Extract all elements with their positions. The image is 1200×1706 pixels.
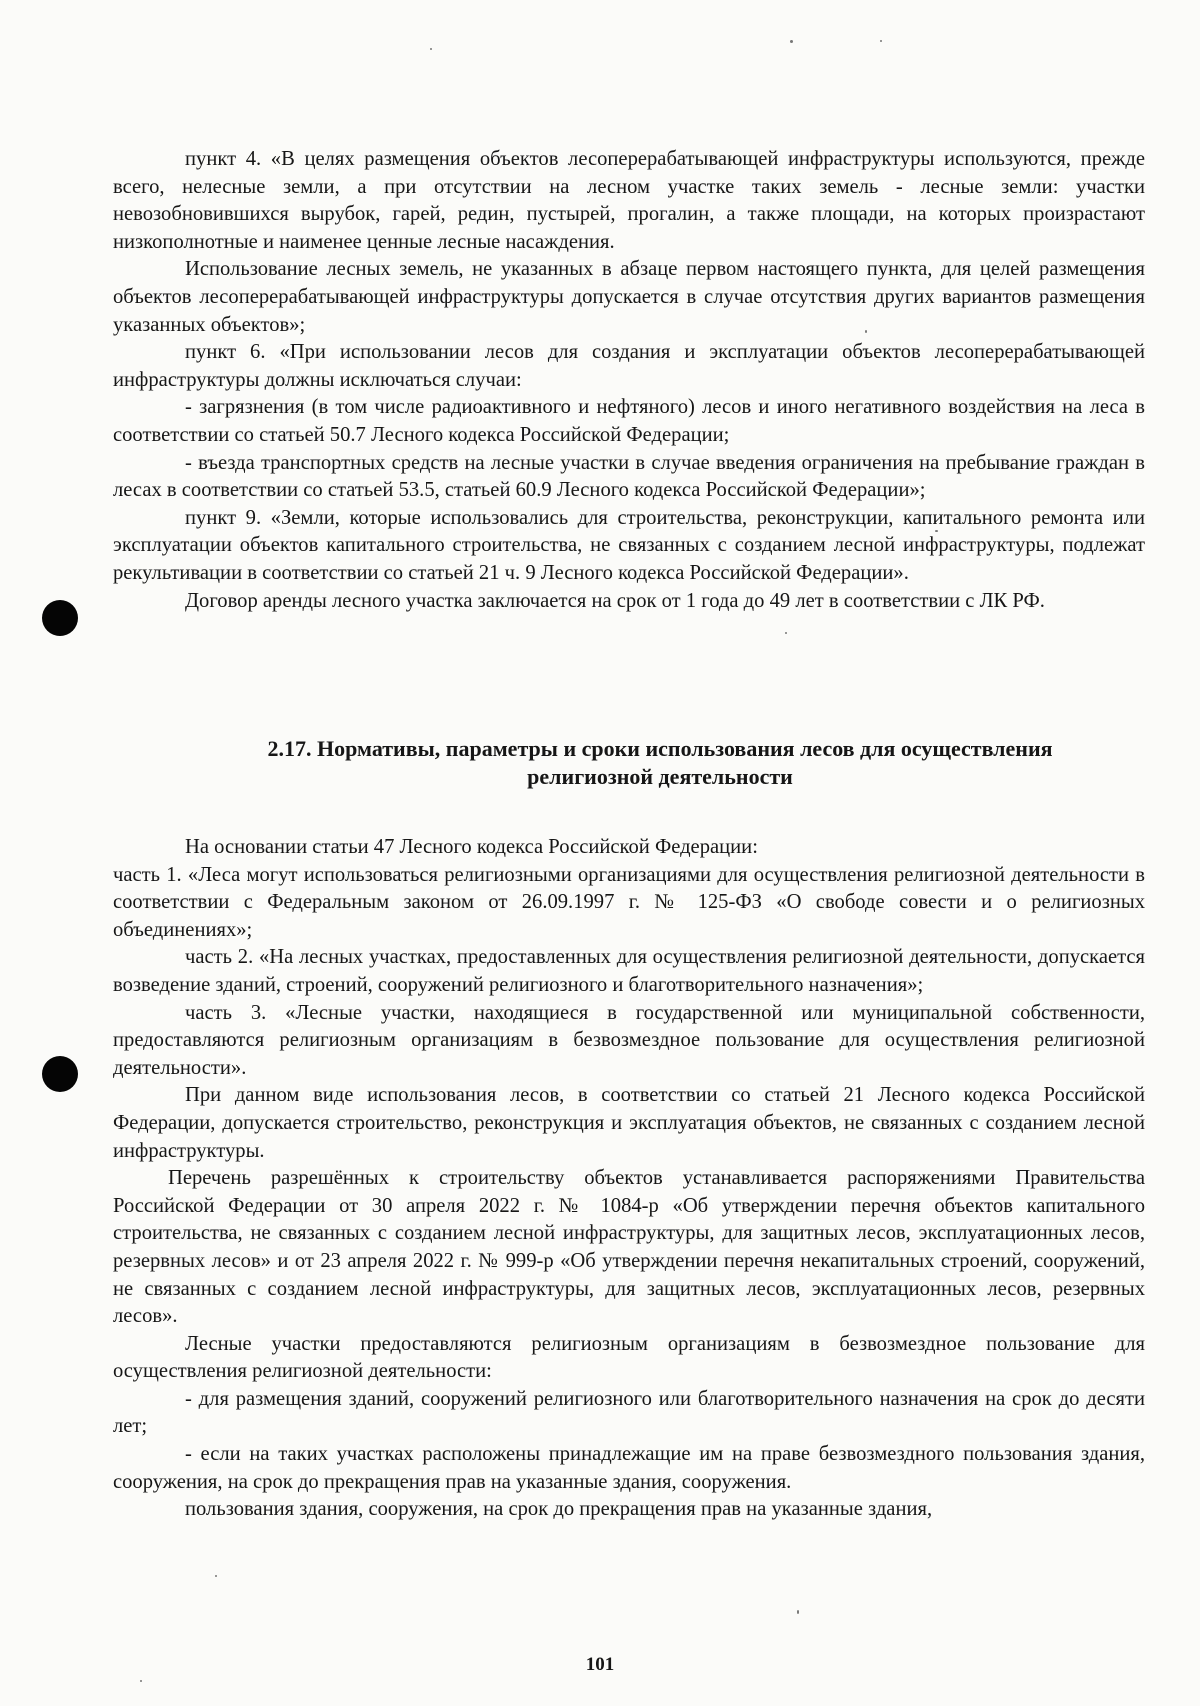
section-forest-processing-infrastructure [113, 146, 1145, 615]
paragraph-article-47: На основании статьи 47 Лесного кодекса Российской Федерации: [185, 836, 758, 858]
list-item-vehicle-entry: - въезда транспортных средств на лесные участки в случае введения ограничения на пребывание граждан в лесах в соответствии со статьей 53.5, статьей 60.9 Лесного кодекса Российской Федерации»; [113, 451, 1145, 502]
scan-speck [797, 1610, 799, 1614]
scan-speck [785, 632, 787, 634]
paragraph-point-6: пункт 6. «При использовании лесов для создания и эксплуатации объектов лесоперерабатывающей инфраструктуры должны исключаться случаи: [113, 341, 1145, 391]
paragraph-part-2: часть 2. «На лесных участках, предоставленных для осуществления религиозной деятельности, допускается возведение зданий, строений, сооружений религиозного и благотворительного назначения»; [113, 946, 1145, 996]
paragraph-article-21: При данном виде использования лесов, в соответствии со статьей 21 Лесного кодекса Российской Федерации, допускается строительство, реконструкция и эксплуатация объектов, не связанных с созданием лесной инфраструктуры. [113, 1084, 1145, 1162]
paragraph-repeated-fragment: пользования здания, сооружения, на срок до прекращения прав на указанные здания, [185, 1498, 933, 1521]
paragraph-forest-land-use: Использование лесных земель, не указанных в абзаце первом настоящего пункта, для целей размещения объектов лесоперерабатывающей инфраструктуры допускается в случае отсутствия других вариантов размещения указанных объектов»; [113, 258, 1145, 336]
paragraph-part-3: часть 3. «Лесные участки, находящиеся в государственной или муниципальной собственности, предоставляются религиозным организациям в безвозмездное пользование для осуществления религиозной деятельности». [113, 1001, 1145, 1079]
section-heading [160, 735, 1160, 791]
punch-hole-mark [42, 600, 78, 636]
scan-speck [215, 1575, 217, 1577]
punch-hole-mark [42, 1056, 78, 1092]
paragraph-free-use: Лесные участки предоставляются религиозным организациям в безвозмездное пользование для осуществления религиозной деятельности: [113, 1332, 1145, 1383]
paragraph-point-9: пункт 9. «Земли, которые использовались для строительства, реконструкции, капитального ремонта или эксплуатации объектов капитального строительства, не связанных с созданием лесной инфраструктуры, подлежат рекультивации в соответствии со статьей 21 ч. 9 Лесного кодекса Российской Федерации». [113, 506, 1145, 584]
scan-speck [880, 40, 882, 42]
scan-speck [935, 530, 938, 532]
scan-speck [430, 48, 432, 50]
list-item-ten-years: - для размещения зданий, сооружений религиозного или благотворительного назначения на срок до десяти лет; [113, 1387, 1145, 1438]
heading-line-2: религиозной деятельности [527, 764, 793, 789]
paragraph-lease-term: Договор аренды лесного участка заключается на срок от 1 года до 49 лет в соответствии с ЛК РФ. [185, 589, 1045, 612]
paragraph-point-4: пункт 4. «В целях размещения объектов лесоперерабатывающей инфраструктуры используются, прежде всего, нелесные земли, а при отсутствии на лесном участке таких земель - лесные земли: участки невозобновившихся вырубок, гарей, редин, пустырей, прогалин, а также площади, на которых произрастают низкополнотные и наименее ценные лесные насаждения. [113, 148, 1145, 253]
scan-speck [865, 330, 867, 333]
list-item-pollution: - загрязнения (в том числе радиоактивного и нефтяного) лесов и иного негативного воздействия на леса в соответствии со статьей 50.7 Лесного кодекса Российской Федерации; [113, 396, 1145, 446]
section-religious-activity [113, 834, 1145, 1524]
paragraph-permitted-objects: Перечень разрешённых к строительству объектов устанавливается распоряжениями Правительства Российской Федерации от 30 апреля 2022 г. № 1084-р «Об утверждении перечня объектов капитального строительства, не связанных с созданием лесной инфраструктуры, для защитных лесов, эксплуатационных лесов, резервных лесов» и от 23 апреля 2022 г. № 999-р «Об утверждении перечня некапитальных строений, сооружений, не связанных с созданием лесной инфраструктуры, для защитных лесов, эксплуатационных лесов, резервных лесов». [113, 1167, 1145, 1328]
page-number: 101 [585, 1654, 615, 1675]
scan-speck [140, 1680, 142, 1682]
paragraph-part-1: часть 1. «Леса могут использоваться религиозными организациями для осуществления религиозной деятельности в соответствии с Федеральным законом от 26.09.1997 г. № 125-ФЗ «О свободе совести и о религиозных объединениях»; [113, 863, 1145, 941]
list-item-until-termination: - если на таких участках расположены принадлежащие им на праве безвозмездного пользования здания, сооружения, на срок до прекращения прав на указанные здания, сооружения. [113, 1443, 1145, 1493]
scan-speck [790, 40, 793, 43]
heading-line-1: 2.17. Нормативы, параметры и сроки использования лесов для осуществления [267, 736, 1053, 761]
